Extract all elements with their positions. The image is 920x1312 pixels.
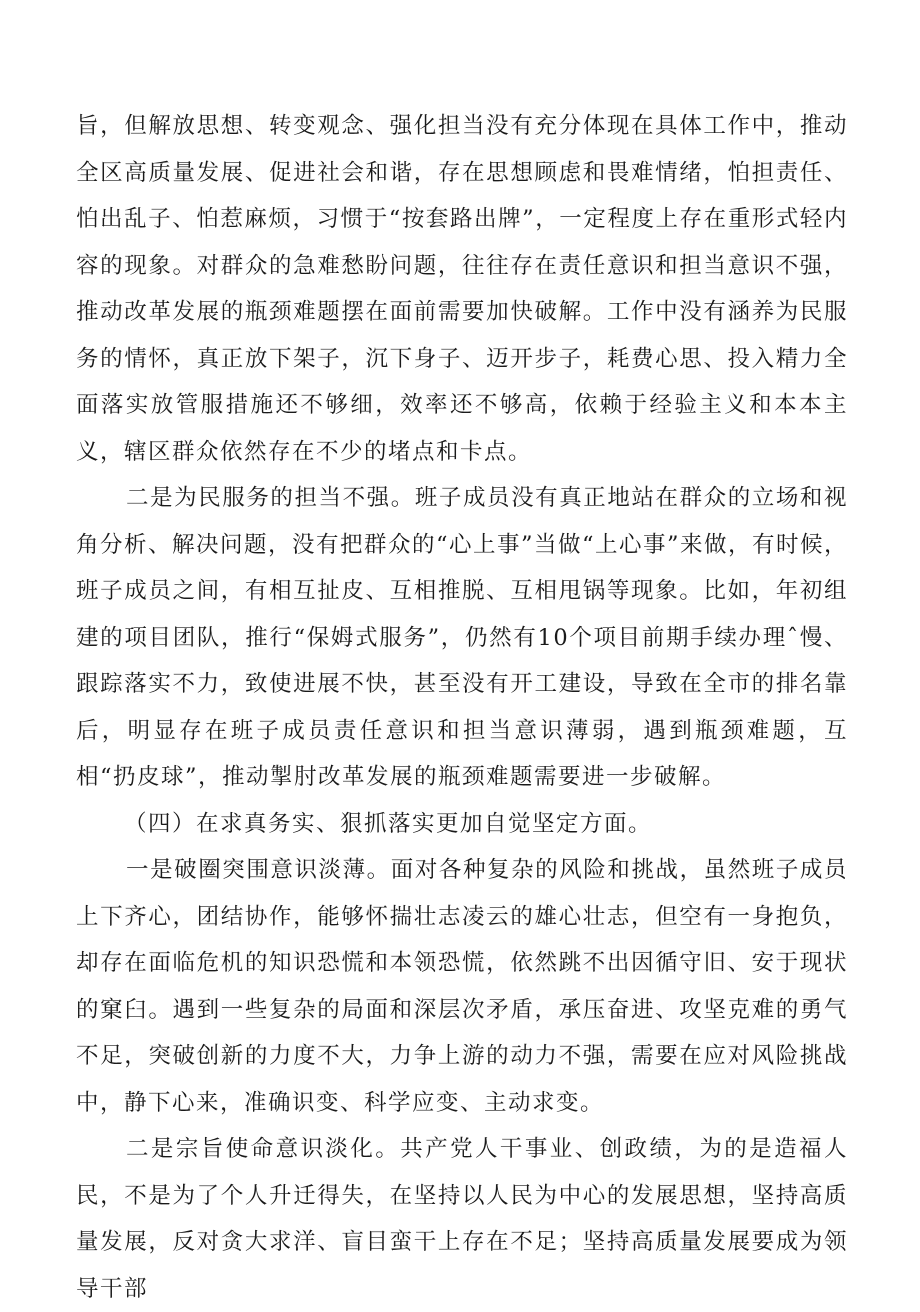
section-heading-four: （四）在求真务实、狠抓落实更加自觉坚定方面。 (124, 810, 653, 837)
paragraph-service-responsibility: 二是为民服务的担当不强。班子成员没有真正地站在群众的立场和视角分析、解决问题，没有把群众的“心上事”当做“上心事”来做，有时候，班子成员之间，有相互扯皮、互相推脱、互相甩锅等现象。比如，年初组建的项目团队，推行“保姆式服务”，仍然有10个项目前期手续办理ˆ慢、跟踪落实不力，致使进展不快，甚至没有开工建设，导致在全市的排名靠后，明显存在班子成员责任意识和担当意识薄弱，遇到瓶颈难题，互相“扔皮球”，推动掣肘改革发展的瓶颈难题需要进一步破解。 (76, 485, 849, 790)
paragraph-continuation: 旨，但解放思想、转变观念、强化担当没有充分体现在具体工作中，推动全区高质量发展、促进社会和谐，存在思想顾虑和畏难情绪，怕担责任、怕出乱子、怕惹麻烦，习惯于“按套路出牌”，一定程度上存在重形式轻内容的现象。对群众的急难愁盼问题，往往存在责任意识和担当意识不强，推动改革发展的瓶颈难题摆在面前需要加快破解。工作中没有涵养为民服务的情怀，真正放下架子，沉下身子、迈开步子，耗费心思、投入精力全面落实放管服措施还不够细，效率还不够高，依赖于经验主义和本本主义，辖区群众依然存在不少的堵点和卡点。 (76, 113, 848, 465)
paragraph-mission-awareness: 二是宗旨使命意识淡化。共产党人干事业、创政绩，为的是造福人民，不是为了个人升迁得失，在坚持以人民为中心的发展思想，坚持高质量发展，反对贪大求洋、盲目蛮干上存在不足；坚持高质量发展要成为领导干部 (76, 1136, 848, 1302)
paragraph-breakthrough-awareness: 一是破圈突围意识淡薄。面对各种复杂的风险和挑战，虽然班子成员上下齐心，团结协作，能够怀揣壮志凌云的雄心壮志，但空有一身抱负，却存在面临危机的知识恐慌和本领恐慌，依然跳不出因循守旧、安于现状的窠臼。遇到一些复杂的局面和深层次矛盾，承压奋进、攻坚克难的勇气不足，突破创新的力度不大，力争上游的动力不强，需要在应对风险挑战中，静下心来，准确识变、科学应变、主动求变。 (76, 857, 848, 1116)
document-body (76, 103, 848, 1312)
